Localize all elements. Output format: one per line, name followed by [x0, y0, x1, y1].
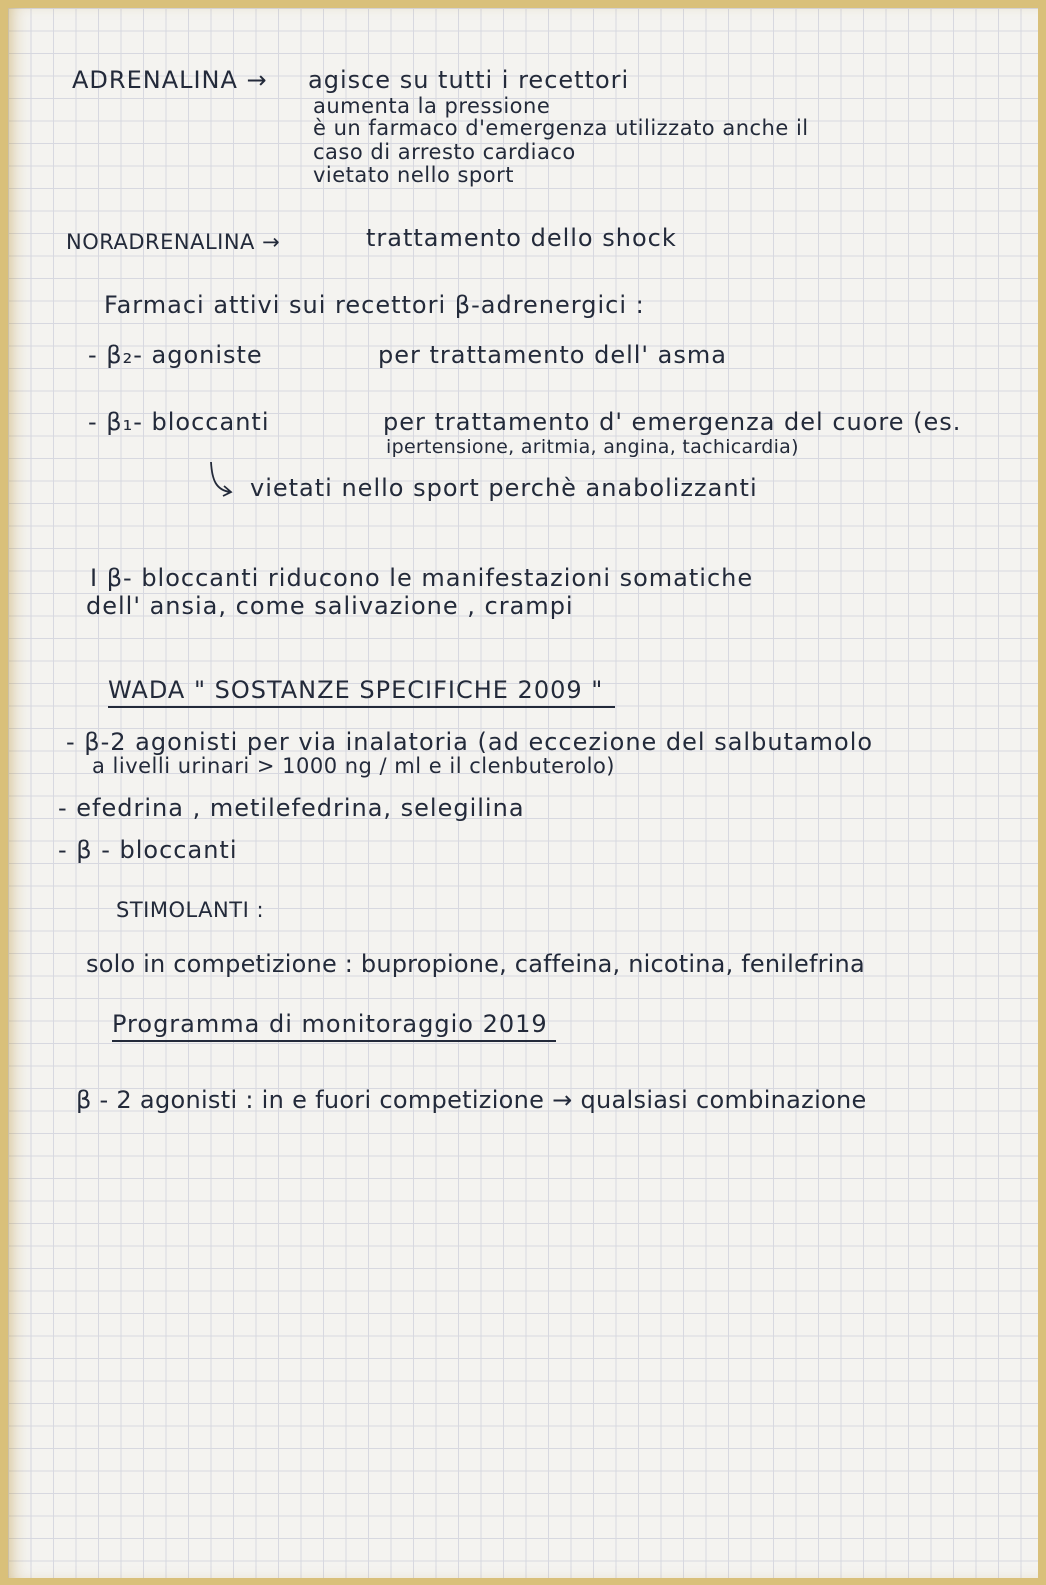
- wada-item-1-line-1: - β-2 agonisti per via inalatoria (ad eccezione del salbutamolo: [66, 728, 874, 756]
- adrenalina-line-3: è un farmaco d'emergenza utilizzato anche il: [313, 116, 809, 140]
- farmaci-beta-title: Farmaci attivi sui recettori β-adrenergici :: [104, 291, 645, 319]
- wada-item-2: - efedrina , metilefedrina, selegilina: [58, 794, 525, 822]
- beta1-label: - β₁- bloccanti: [88, 408, 270, 436]
- adrenalina-line-1: agisce su tutti i recettori: [308, 66, 630, 94]
- arrow-icon: [208, 460, 234, 500]
- beta1-text-1: per trattamento d' emergenza del cuore (es.: [383, 408, 962, 436]
- beta1-note: vietati nello sport perchè anabolizzanti: [250, 474, 758, 502]
- wada-title: WADA " SOSTANZE SPECIFICHE 2009 ": [108, 676, 615, 708]
- stimolanti-text: solo in competizione : bupropione, caffeina, nicotina, fenilefrina: [86, 950, 865, 978]
- adrenalina-term: ADRENALINA →: [72, 66, 268, 94]
- adrenalina-line-2: aumenta la pressione: [313, 94, 551, 118]
- beta2-text: per trattamento dell' asma: [378, 341, 727, 369]
- noradrenalina-term: NORADRENALINA →: [66, 230, 281, 254]
- monitoraggio-title: Programma di monitoraggio 2019: [112, 1010, 556, 1042]
- wada-item-1-line-2: a livelli urinari > 1000 ng / ml e il clenbuterolo): [92, 754, 615, 778]
- wada-item-3: - β - bloccanti: [58, 836, 238, 864]
- beta1-text-2: ipertensione, aritmia, angina, tachicardia): [386, 436, 799, 458]
- adrenalina-line-4: caso di arresto cardiaco: [313, 140, 576, 164]
- stimolanti-title: STIMOLANTI :: [116, 898, 265, 922]
- notebook-page: [8, 8, 1038, 1578]
- noradrenalina-text: trattamento dello shock: [366, 224, 677, 252]
- beta2-label: - β₂- agoniste: [88, 341, 263, 369]
- ansia-line-1: I β- bloccanti riducono le manifestazioni somatiche: [90, 564, 754, 592]
- monitoraggio-text: β - 2 agonisti : in e fuori competizione → qualsiasi combinazione: [76, 1086, 867, 1114]
- adrenalina-line-5: vietato nello sport: [313, 163, 514, 187]
- ansia-line-2: dell' ansia, come salivazione , crampi: [86, 592, 574, 620]
